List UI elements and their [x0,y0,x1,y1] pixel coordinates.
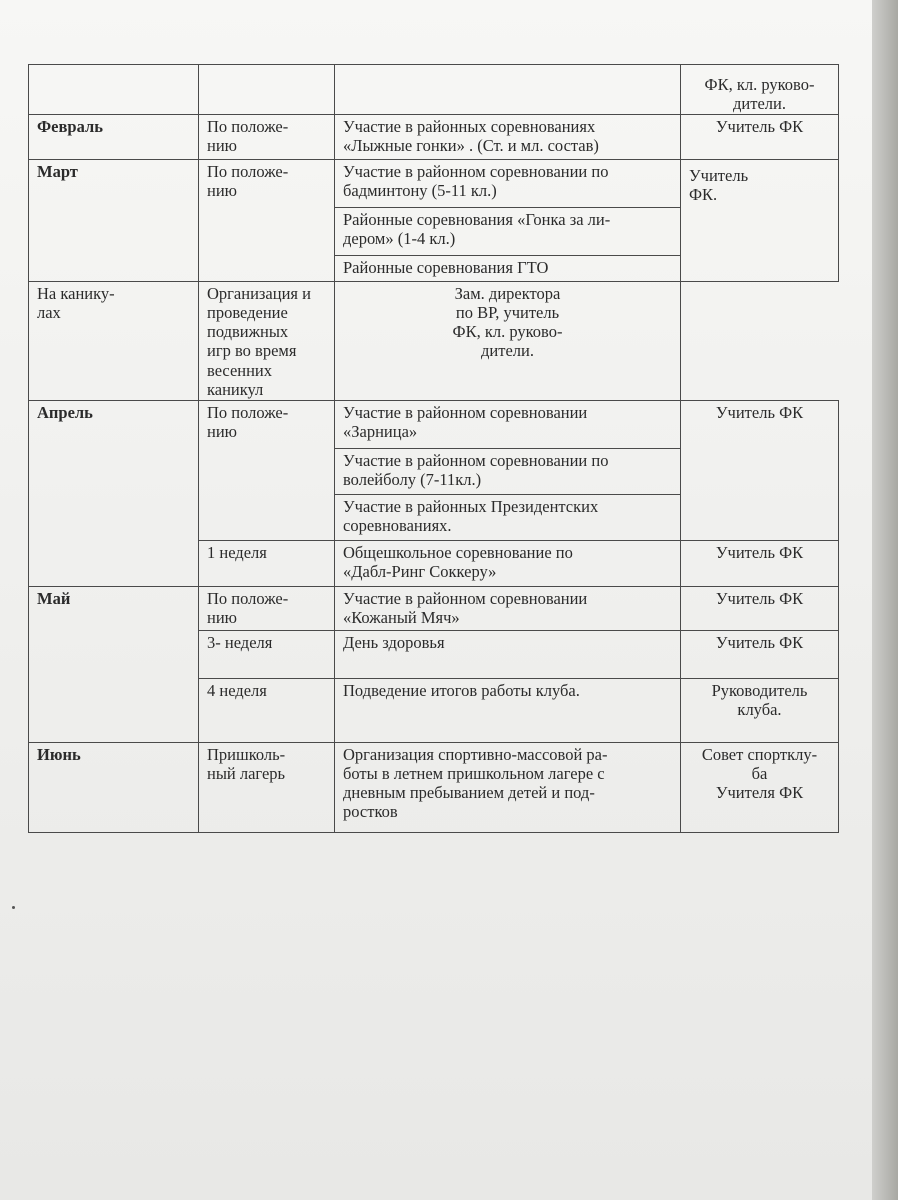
month-cell [29,65,199,115]
event-cell: Участие в районных соревнованиях «Лыжные гонки» . (Ст. и мл. состав) [335,115,681,160]
event-cell [335,65,681,115]
timing-cell: 3- неделя [199,630,335,678]
responsible-cell: Учитель ФК [681,400,839,540]
event-cell: Участие в районном соревновании по бадминтону (5-11 кл.) [335,160,681,208]
event-cell: Районные соревнования «Гонка за ли- дером» (1-4 кл.) [335,208,681,256]
table-row [29,400,839,448]
event-cell: Подведение итогов работы клуба. [335,678,681,742]
event-cell: Организация и проведение подвижных игр во время весенних каникул [199,282,335,401]
table-row [29,160,839,208]
event-cell: Участие в районном соревновании по волейболу (7-11кл.) [335,448,681,494]
responsible-cell: Учитель ФК [681,540,839,586]
event-cell: Участие в районных Президентских соревнованиях. [335,494,681,540]
responsible-cell: Совет спортклу- ба Учителя ФК [681,742,839,832]
timing-cell: Пришколь- ный лагерь [199,742,335,832]
responsible-cell: Учитель ФК [681,115,839,160]
responsible-cell: Руководитель клуба. [681,678,839,742]
timing-cell: По положе- нию [199,586,335,630]
table-row [29,65,839,115]
responsible-cell: Учитель ФК [681,630,839,678]
month-cell: Июнь [29,742,199,832]
responsible-cell: Учитель ФК. [681,160,839,282]
month-cell: Май [29,586,199,742]
table-row [29,742,839,832]
responsible-cell: Учитель ФК [681,586,839,630]
event-cell: Участие в районном соревновании «Зарница» [335,400,681,448]
timing-cell: На канику- лах [29,282,199,401]
responsible-cell: ФК, кл. руково- дители. [681,65,839,115]
timing-cell: По положе- нию [199,400,335,540]
timing-cell: 1 неделя [199,540,335,586]
table-row [29,282,839,401]
table-row [29,586,839,630]
paper-speck [12,906,15,909]
month-cell: Апрель [29,400,199,586]
timing-cell: По положе- нию [199,160,335,282]
event-cell: Районные соревнования ГТО [335,256,681,282]
table-row [29,115,839,160]
month-cell: Март [29,160,199,282]
event-cell: Общешкольное соревнование по «Дабл-Ринг Соккеру» [335,540,681,586]
event-cell: Участие в районном соревновании «Кожаный Мяч» [335,586,681,630]
timing-cell: По положе- нию [199,115,335,160]
responsible-cell: Зам. директора по ВР, учитель ФК, кл. руково- дители. [335,282,681,401]
month-cell: Февраль [29,115,199,160]
sports-club-plan-table [28,64,839,833]
sheet-edge-shadow [872,0,898,1200]
timing-cell [199,65,335,115]
event-cell: Организация спортивно-массовой ра- боты в летнем пришкольном лагере с дневным пребыванием детей и под- ростков [335,742,681,832]
timing-cell: 4 неделя [199,678,335,742]
event-cell: День здоровья [335,630,681,678]
